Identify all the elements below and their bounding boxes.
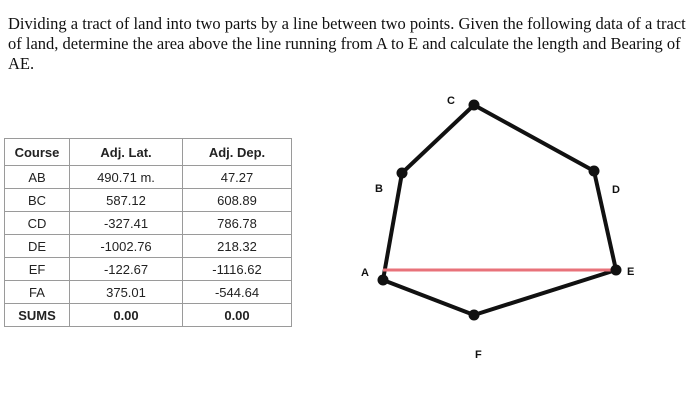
point-e-label: E <box>627 266 635 278</box>
dep-cell: 608.89 <box>183 189 292 212</box>
point-d-label: D <box>612 184 620 196</box>
course-cell: FA <box>5 281 70 304</box>
problem-text: Dividing a tract of land into two parts by a line between two points. Given the following data of a tract of land, determine the area above the line running from A to E and calculate the length and Bearing of AE. <box>8 14 686 73</box>
dep-cell: 786.78 <box>183 212 292 235</box>
lat-cell: -327.41 <box>70 212 183 235</box>
header-course: Course <box>5 139 70 166</box>
lat-cell: -122.67 <box>70 258 183 281</box>
course-cell: CD <box>5 212 70 235</box>
lat-cell: -1002.76 <box>70 235 183 258</box>
point-e-marker <box>611 265 622 276</box>
tract-boundary <box>383 105 616 315</box>
course-cell: DE <box>5 235 70 258</box>
point-c-marker <box>469 100 480 111</box>
point-c-label: C <box>447 95 455 107</box>
course-cell: AB <box>5 166 70 189</box>
point-f-marker <box>469 310 480 321</box>
lat-cell: 490.71 m. <box>70 166 183 189</box>
lat-cell: 587.12 <box>70 189 183 212</box>
header-adj-lat: Adj. Lat. <box>70 139 183 166</box>
point-a-label: A <box>361 267 369 279</box>
sum-dep-cell: 0.00 <box>183 304 292 327</box>
dep-cell: -544.64 <box>183 281 292 304</box>
dep-cell: -1116.62 <box>183 258 292 281</box>
course-cell: EF <box>5 258 70 281</box>
point-d-marker <box>589 166 600 177</box>
point-b-label: B <box>375 183 383 195</box>
header-adj-dep: Adj. Dep. <box>183 139 292 166</box>
dep-cell: 218.32 <box>183 235 292 258</box>
dep-cell: 47.27 <box>183 166 292 189</box>
lat-cell: 375.01 <box>70 281 183 304</box>
sum-lat-cell: 0.00 <box>70 304 183 327</box>
sums-label: SUMS <box>5 304 70 327</box>
point-f-label: F <box>475 349 482 361</box>
course-cell: BC <box>5 189 70 212</box>
point-a-marker <box>378 275 389 286</box>
point-b-marker <box>397 168 408 179</box>
